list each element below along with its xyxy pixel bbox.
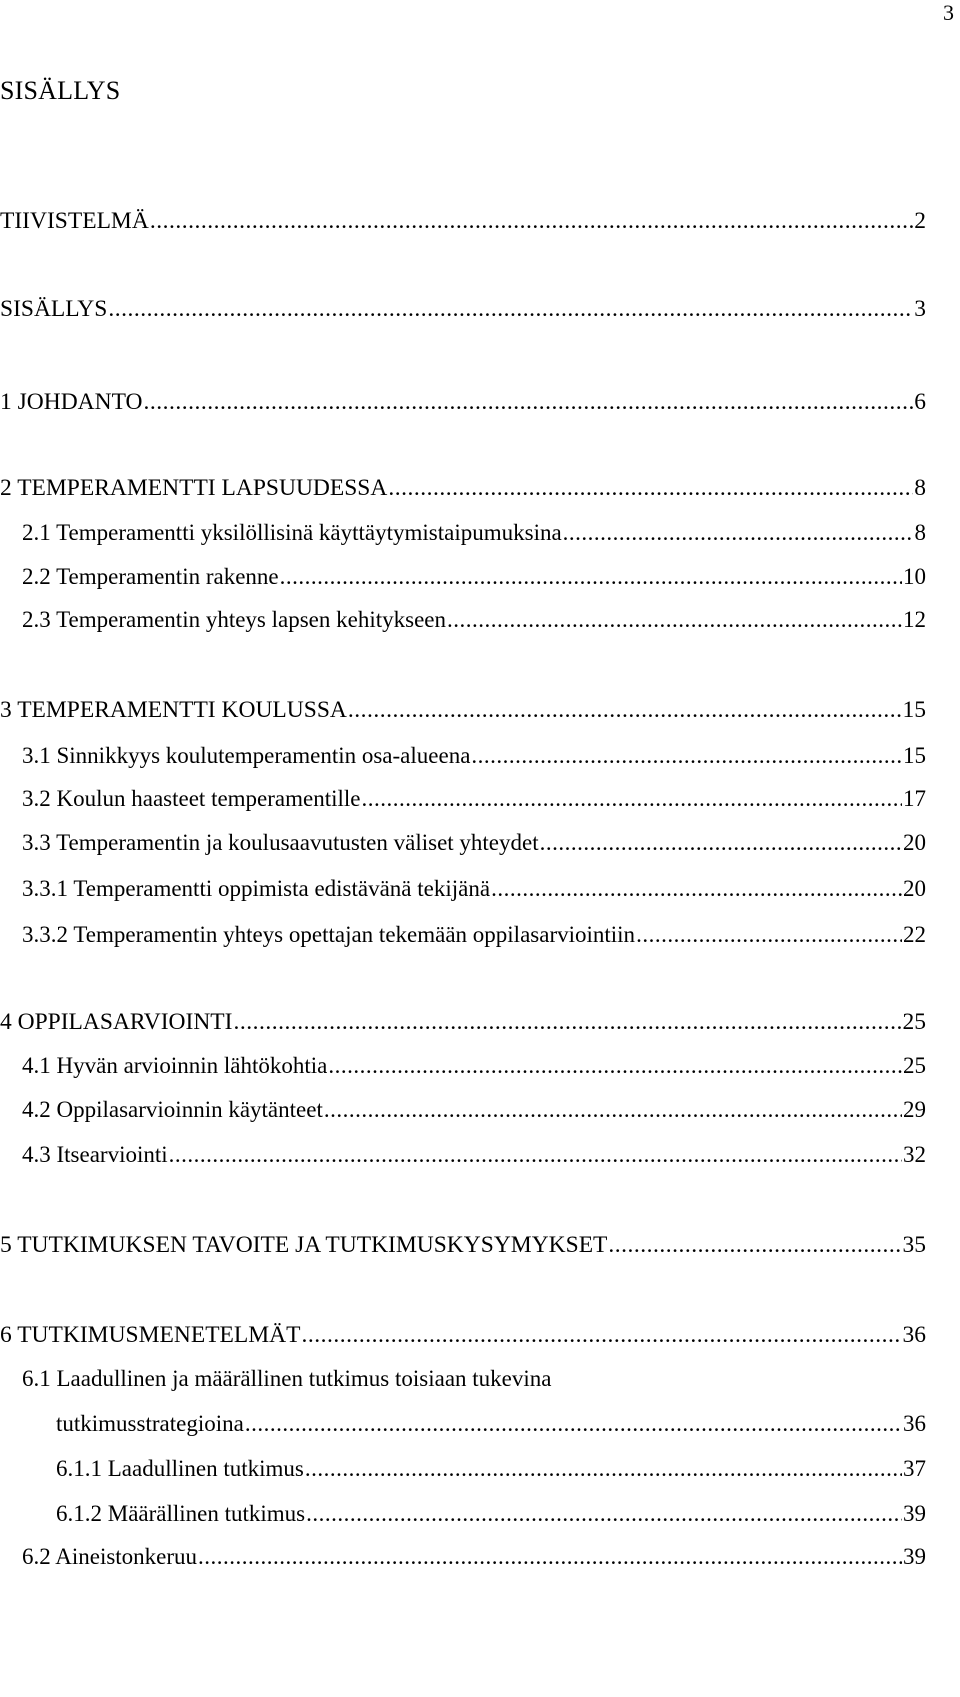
toc-entry[interactable] [0, 918, 926, 952]
toc-entry-page: 36 [903, 1411, 926, 1436]
toc-entry-label: 5 TUTKIMUKSEN TAVOITE JA TUTKIMUSKYSYMYKSET [0, 1232, 608, 1258]
toc-entry-page: 29 [903, 1097, 926, 1122]
toc-entry-label: tutkimusstrategioina [56, 1411, 244, 1436]
toc-entry-label: 2.3 Temperamentin yhteys lapsen kehitykseen [22, 607, 446, 632]
toc-entry-label: SISÄLLYS [0, 296, 108, 322]
toc-entry-page: 15 [902, 697, 926, 723]
toc-leader [362, 782, 903, 816]
toc-entry[interactable] [0, 603, 926, 637]
toc-entry-label: 4 OPPILASARVIOINTI [0, 1009, 233, 1035]
toc-entry-label: 6 TUTKIMUSMENETELMÄT [0, 1322, 301, 1348]
toc-entry-label: 3.2 Koulun haasteet temperamentille [22, 786, 361, 811]
toc-entry-label: 4.1 Hyvän arvioinnin lähtökohtia [22, 1053, 328, 1078]
toc-leader [608, 1228, 901, 1262]
toc-leader [328, 1049, 902, 1083]
toc-leader [301, 1318, 901, 1352]
toc-entry[interactable] [0, 693, 926, 727]
toc-leader [198, 1540, 902, 1574]
toc-entry-page: 32 [903, 1142, 926, 1167]
toc-entry-label: 6.1.1 Laadullinen tutkimus [56, 1456, 304, 1481]
toc-leader [108, 292, 913, 326]
toc-entry[interactable] [0, 872, 926, 906]
toc-entry-page: 8 [914, 475, 926, 501]
toc-leader [245, 1407, 902, 1441]
toc-entry-label: 2.1 Temperamentti yksilöllisinä käyttäytymistaipumuksina [22, 520, 562, 545]
toc-entry[interactable] [0, 1318, 926, 1352]
toc-entry-label: 2.2 Temperamentin rakenne [22, 564, 279, 589]
toc-entry-page: 36 [902, 1322, 926, 1348]
toc-entry[interactable] [0, 204, 926, 238]
toc-entry[interactable] [0, 1005, 926, 1039]
toc-entry-page: 20 [903, 830, 926, 855]
toc-leader [144, 385, 914, 419]
toc-entry[interactable] [0, 1093, 926, 1127]
toc-entry[interactable] [0, 782, 926, 816]
toc-entry[interactable] [0, 516, 926, 550]
toc-leader [447, 603, 902, 637]
toc-entry-page: 25 [902, 1009, 926, 1035]
toc-entry-label: 1 JOHDANTO [0, 389, 143, 415]
toc-entry-label: 4.3 Itsearviointi [22, 1142, 168, 1167]
toc-entry[interactable] [0, 1228, 926, 1262]
toc-leader [471, 739, 902, 773]
toc-entry-label: 3.1 Sinnikkyys koulutemperamentin osa-alueena [22, 743, 471, 768]
toc-entry-page: 25 [903, 1053, 926, 1078]
toc-entry-page: 39 [903, 1544, 926, 1569]
toc-entry-page: 10 [903, 564, 926, 589]
toc-entry-label: 3.3.1 Temperamentti oppimista edistävänä tekijänä [22, 876, 491, 901]
toc-entry[interactable] [0, 385, 926, 419]
toc-entry-label: 6.1.2 Määrällinen tutkimus [56, 1501, 306, 1526]
toc-entry-page: 3 [914, 296, 926, 322]
toc-entry[interactable] [0, 292, 926, 326]
toc-entry[interactable] [0, 1049, 926, 1083]
toc-leader [305, 1452, 902, 1486]
toc-entry[interactable] [0, 1540, 926, 1574]
toc-leader [150, 204, 913, 238]
toc-leader [491, 872, 902, 906]
toc-leader [348, 693, 902, 727]
toc-entry-page: 8 [914, 520, 926, 545]
toc-entry-label: 6.2 Aineistonkeruu [22, 1544, 198, 1569]
toc-entry-label: 3.3.2 Temperamentin yhteys opettajan tekemään oppilasarviointiin [22, 922, 636, 947]
toc-entry-page: 35 [902, 1232, 926, 1258]
toc-leader [169, 1138, 902, 1172]
toc-entry-page: 6 [914, 389, 926, 415]
toc-leader [563, 516, 914, 550]
toc-leader [388, 471, 913, 505]
toc-leader [306, 1497, 902, 1531]
toc-entry-page: 20 [903, 876, 926, 901]
toc-entry[interactable] [0, 1138, 926, 1172]
toc-entry[interactable] [0, 826, 926, 860]
page-title: SISÄLLYS [0, 76, 121, 105]
page-number: 3 [943, 0, 954, 25]
toc-entry-page: 12 [903, 607, 926, 632]
toc-entry[interactable] [0, 471, 926, 505]
toc-entry[interactable] [0, 1497, 926, 1531]
toc-entry-label: TIIVISTELMÄ [0, 208, 149, 234]
toc-leader [280, 560, 902, 594]
toc-entry-page: 17 [903, 786, 926, 811]
toc-entry-label: 6.1 Laadullinen ja määrällinen tutkimus toisiaan tukevina [22, 1366, 552, 1391]
toc-entry[interactable] [0, 739, 926, 773]
toc-leader [324, 1093, 902, 1127]
toc-entry-page: 39 [903, 1501, 926, 1526]
toc-entry-label: 2 TEMPERAMENTTI LAPSUUDESSA [0, 475, 388, 501]
toc-entry[interactable] [0, 1452, 926, 1486]
toc-entry[interactable] [0, 1362, 926, 1396]
toc-leader [636, 918, 902, 952]
toc-entry-page: 22 [903, 922, 926, 947]
toc-leader [540, 826, 902, 860]
toc-entry[interactable] [0, 560, 926, 594]
toc-entry-label: 4.2 Oppilasarvioinnin käytänteet [22, 1097, 323, 1122]
toc-entry-label: 3.3 Temperamentin ja koulusaavutusten väliset yhteydet [22, 830, 539, 855]
toc-entry[interactable] [0, 1407, 926, 1441]
toc-entry-page: 2 [914, 208, 926, 234]
toc-leader [233, 1005, 901, 1039]
toc-entry-page: 15 [903, 743, 926, 768]
toc-entry-page: 37 [903, 1456, 926, 1481]
toc-entry-label: 3 TEMPERAMENTTI KOULUSSA [0, 697, 347, 723]
